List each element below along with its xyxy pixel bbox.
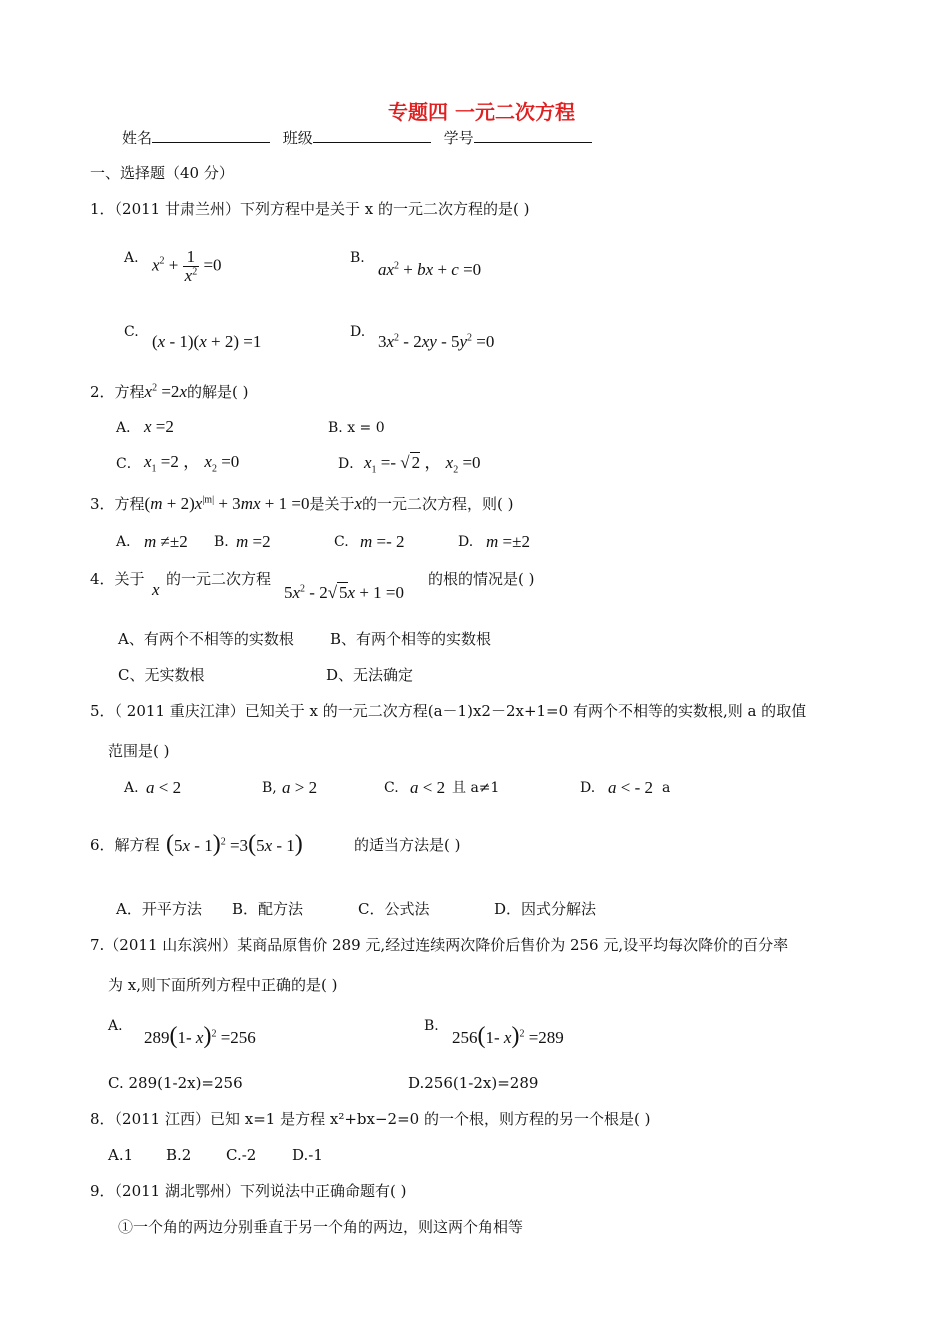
- q7-option-a-label: A.: [108, 1018, 123, 1034]
- q5-option-b-label: B,: [262, 780, 277, 796]
- q5-option-c-label: C.: [384, 780, 399, 796]
- q6-equation: (5x - 1)$^2$ =3(5x - 1): [166, 831, 303, 857]
- question-4-stem: 4．关于: [90, 570, 145, 588]
- question-1-stem: 1．（2011 甘肃兰州）下列方程中是关于 x 的一元二次方程的是( ): [90, 200, 530, 218]
- q5-option-d-tail: a: [662, 780, 671, 796]
- q2-option-a-label: A．: [116, 420, 141, 436]
- q4-variable: x: [152, 580, 160, 599]
- q4-option-a: A、有两个不相等的实数根: [118, 630, 294, 648]
- q5-option-d-formula: a < - 2: [608, 778, 653, 797]
- q7-option-a-formula: 289(1- x)$^2$ =256: [144, 1023, 256, 1049]
- class-label: 班级: [282, 129, 313, 147]
- question-9-stem: 9．（2011 湖北鄂州）下列说法中正确命题有( ): [90, 1182, 407, 1200]
- q5-option-c-formula: a < 2: [410, 778, 446, 797]
- question-2-stem: 2．方程$x^2 =2x$的解是( ): [90, 382, 249, 401]
- q6-stem-suffix: 的适当方法是( ): [354, 836, 461, 854]
- q3-option-b-label: B.: [214, 534, 229, 550]
- q5-option-a-formula: a < 2: [146, 778, 182, 797]
- q1-option-a-label: A.: [124, 250, 139, 266]
- q8-option-a: A.1: [108, 1146, 134, 1164]
- q5-option-a-label: A.: [124, 780, 139, 796]
- q9-statement-1: ①一个角的两边分别垂直于另一个角的两边，则这两个角相等: [118, 1218, 524, 1236]
- question-7-line1: 7.（2011 山东滨州）某商品原售价 289 元,经过连续两次降价后售价为 256 元,设平均每次降价的百分率: [90, 936, 789, 954]
- q4-option-d: D、无法确定: [326, 666, 414, 684]
- q4-equation: $5x^2 - 2√$ 5x + 1 =0: [284, 583, 405, 602]
- q6-option-a: A．开平方法: [116, 900, 202, 918]
- q2-option-b: B. x = 0: [328, 420, 385, 436]
- class-field[interactable]: [313, 128, 431, 143]
- q3-option-c-formula: m =- 2: [360, 532, 405, 551]
- q8-option-d: D.-1: [292, 1146, 323, 1164]
- q4-option-c: C、无实数根: [118, 666, 205, 684]
- question-8-stem: 8．（2011 江西）已知 x=1 是方程 x²+bx−2=0 的一个根，则方程的另一个根是( ): [90, 1110, 651, 1128]
- name-field[interactable]: [152, 128, 270, 143]
- question-5-line2: 范围是( ): [108, 742, 170, 760]
- q2-option-d-formula: $x_1$ =- √ 2 ， $x_2 =0$: [364, 453, 481, 476]
- q3-option-a-label: A．: [116, 534, 141, 550]
- q7-option-b-formula: 256(1- x)$^2$ =289: [452, 1023, 564, 1049]
- q1-option-a-formula: $x^2$ + $\frac{1}{x^2}$ =0: [152, 247, 222, 285]
- q7-option-b-label: B.: [424, 1018, 439, 1034]
- q1-option-d-formula: $3x^2 - 2xy - 5y^2 =0$: [378, 332, 495, 351]
- q1-option-c-label: C.: [124, 324, 139, 340]
- q4-option-b: B、有两个相等的实数根: [330, 630, 492, 648]
- q6-option-b: B．配方法: [232, 900, 304, 918]
- q8-option-c: C.-2: [226, 1146, 257, 1164]
- q2-equation: $x^2 =2x$: [144, 382, 187, 401]
- q1-option-d-label: D.: [350, 324, 366, 340]
- q3-option-d-formula: m =±2: [486, 532, 530, 551]
- q3-option-d-label: D.: [458, 534, 474, 550]
- q2-option-d-label: D．: [338, 456, 364, 472]
- q1-option-c-formula: (x - 1)(x + 2) =1: [152, 332, 262, 351]
- q2-option-a-formula: x =2: [144, 417, 174, 436]
- q6-option-c: C．公式法: [358, 900, 430, 918]
- q3-option-a-formula: m ≠±2: [144, 532, 188, 551]
- question-3-stem: 3．方程$(m + 2)x^{|m|} + 3mx + 1 =0$是关于x的一元二次方程，则( ): [90, 494, 514, 513]
- q6-option-d: D．因式分解法: [494, 900, 597, 918]
- q5-option-c-tail: 且 a≠1: [452, 780, 500, 796]
- page-title: 专题四 一元二次方程: [388, 100, 575, 124]
- student-info-row: [122, 128, 600, 147]
- q4-stem-suffix: 的根的情况是( ): [428, 570, 535, 588]
- q8-option-b: B.2: [166, 1146, 192, 1164]
- name-label: 姓名: [122, 129, 153, 147]
- q2-option-c-label: C．: [116, 456, 141, 472]
- q7-option-d: D.256(1-2x)=289: [408, 1074, 539, 1092]
- id-label: 学号: [443, 129, 474, 147]
- q3-equation: $(m + 2)x^{|m|} + 3mx + 1 =0$: [144, 494, 310, 513]
- q3-option-c-label: C.: [334, 534, 349, 550]
- q1-option-b-label: B.: [350, 250, 365, 266]
- id-field[interactable]: [474, 128, 592, 143]
- section-heading: 一、选择题（40 分）: [90, 164, 234, 182]
- q1-option-b-formula: $ax^2$ + bx + c =0: [378, 260, 482, 279]
- q4-stem-mid: 的一元二次方程: [166, 570, 272, 588]
- q7-option-c: C. 289(1-2x)=256: [108, 1074, 243, 1092]
- question-7-line2: 为 x,则下面所列方程中正确的是( ): [108, 976, 338, 994]
- q2-option-c-formula: $x_1 =2$ ， $x_2 =0$: [144, 452, 240, 475]
- question-6-stem: 6．解方程: [90, 836, 160, 854]
- q5-option-d-label: D.: [580, 780, 596, 796]
- question-5-line1: 5．（ 2011 重庆江津）已知关于 x 的一元二次方程(a－1)x2－2x+1=0 有两个不相等的实数根,则 a 的取值: [90, 702, 807, 720]
- q5-option-b-formula: a > 2: [282, 778, 318, 797]
- q3-option-b-formula: m =2: [236, 532, 271, 551]
